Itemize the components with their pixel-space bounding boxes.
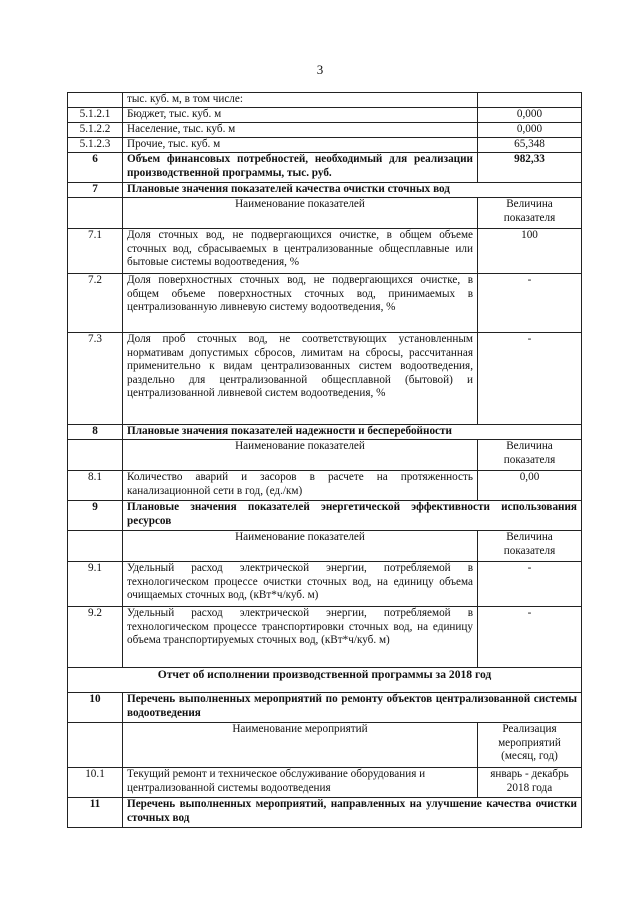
column-header-value: Величина показателя <box>478 198 582 229</box>
row-value: 0,000 <box>478 108 582 123</box>
section-11-header <box>68 798 582 828</box>
section-title: Перечень выполненных мероприятий, направленных на улучшение качества очистки сточных вод <box>123 798 582 828</box>
row-number: 9.2 <box>68 607 123 668</box>
table-row <box>68 93 582 108</box>
column-header-value: Величина показателя <box>478 531 582 562</box>
section-8-header <box>68 425 582 440</box>
column-header-name: Наименование показателей <box>123 198 478 229</box>
row-number: 10.1 <box>68 768 123 798</box>
page-number: 3 <box>316 62 324 77</box>
section-number: 8 <box>68 425 123 440</box>
section-6-row <box>68 153 582 183</box>
table-row <box>68 108 582 123</box>
column-header-row <box>68 531 582 562</box>
section-7-header <box>68 183 582 198</box>
row-value: 0,000 <box>478 123 582 138</box>
row-text: Бюджет, тыс. куб. м <box>123 108 478 123</box>
row-text: Текущий ремонт и техническое обслуживание оборудования и централизованной системы водоотведения <box>123 768 478 798</box>
row-value: - <box>478 333 582 425</box>
row-text: Удельный расход электрической энергии, потребляемой в технологическом процессе транспортировки сточных вод, на единицу объема транспортируемых сточных вод, (кВт*ч/куб. м) <box>123 607 478 668</box>
section-number: 9 <box>68 501 123 531</box>
row-text: Доля поверхностных сточных вод, не подвергающихся очистке, в общем объеме поверхностных сточных вод, принимаемых в централизованную ливневую систему водоотведения, % <box>123 274 478 333</box>
row-number: 5.1.2.3 <box>68 138 123 153</box>
row-value: январь - декабрь 2018 года <box>478 768 582 798</box>
row-number: 9.1 <box>68 562 123 607</box>
row-number: 5.1.2.1 <box>68 108 123 123</box>
table-row <box>68 471 582 501</box>
empty-cell <box>68 198 123 229</box>
row-value: 65,348 <box>478 138 582 153</box>
column-header-row <box>68 198 582 229</box>
section-number: 10 <box>68 693 123 723</box>
row-number: 5.1.2.2 <box>68 123 123 138</box>
column-header-name: Наименование показателей <box>123 440 478 471</box>
table-row <box>68 138 582 153</box>
row-text: Доля проб сточных вод, не соответствующих установленным нормативам допустимых сбросов, лимитам на сбросы, рассчитанная применительно к видам централизованных систем водоотведения, раздельно для централизованной общесплавной (бытовой) и централизованной ливневой систем водоотведения, % <box>123 333 478 425</box>
row-text: Доля сточных вод, не подвергающихся очистке, в общем объеме сточных вод, сбрасываемых в централизованные общесплавные или бытовые системы водоотведения, % <box>123 229 478 274</box>
section-title: Объем финансовых потребностей, необходимый для реализации производственной программы, тыс. руб. <box>123 153 478 183</box>
row-value: - <box>478 562 582 607</box>
section-10-header <box>68 693 582 723</box>
row-text: Количество аварий и засоров в расчете на протяженность канализационной сети в год, (ед./км) <box>123 471 478 501</box>
empty-cell <box>68 531 123 562</box>
section-title: Плановые значения показателей качества очистки сточных вод <box>123 183 582 198</box>
row-value: 100 <box>478 229 582 274</box>
row-value: - <box>478 274 582 333</box>
row-number: 7.3 <box>68 333 123 425</box>
row-value: 0,00 <box>478 471 582 501</box>
empty-cell <box>68 723 123 768</box>
section-number: 11 <box>68 798 123 828</box>
table-row <box>68 274 582 333</box>
section-number: 7 <box>68 183 123 198</box>
row-number <box>68 93 123 108</box>
row-text: Удельный расход электрической энергии, потребляемой в технологическом процессе очистки сточных вод, на единицу объема очищаемых сточных вод, (кВт*ч/куб. м) <box>123 562 478 607</box>
section-title: Перечень выполненных мероприятий по ремонту объектов централизованной системы водоотведения <box>123 693 582 723</box>
row-text: Прочие, тыс. куб. м <box>123 138 478 153</box>
column-header-name: Наименование показателей <box>123 531 478 562</box>
report-title-row <box>68 668 582 693</box>
program-table <box>67 92 582 828</box>
table-row <box>68 229 582 274</box>
column-header-row <box>68 440 582 471</box>
row-number: 7.2 <box>68 274 123 333</box>
section-value: 982,33 <box>478 153 582 183</box>
row-number: 7.1 <box>68 229 123 274</box>
table-row <box>68 333 582 425</box>
empty-cell <box>68 440 123 471</box>
table-row <box>68 562 582 607</box>
column-header-name: Наименование мероприятий <box>123 723 478 768</box>
row-value <box>478 93 582 108</box>
table-row <box>68 768 582 798</box>
table-row <box>68 607 582 668</box>
section-number: 6 <box>68 153 123 183</box>
row-value: - <box>478 607 582 668</box>
section-title: Плановые значения показателей надежности и бесперебойности <box>123 425 582 440</box>
report-title: Отчет об исполнении производственной программы за 2018 год <box>68 668 582 693</box>
column-header-value: Величина показателя <box>478 440 582 471</box>
section-9-header <box>68 501 582 531</box>
row-number: 8.1 <box>68 471 123 501</box>
row-text: тыс. куб. м, в том числе: <box>123 93 478 108</box>
column-header-value: Реализация мероприятий (месяц, год) <box>478 723 582 768</box>
column-header-row <box>68 723 582 768</box>
row-text: Население, тыс. куб. м <box>123 123 478 138</box>
table-row <box>68 123 582 138</box>
section-title: Плановые значения показателей энергетической эффективности использования ресурсов <box>123 501 582 531</box>
